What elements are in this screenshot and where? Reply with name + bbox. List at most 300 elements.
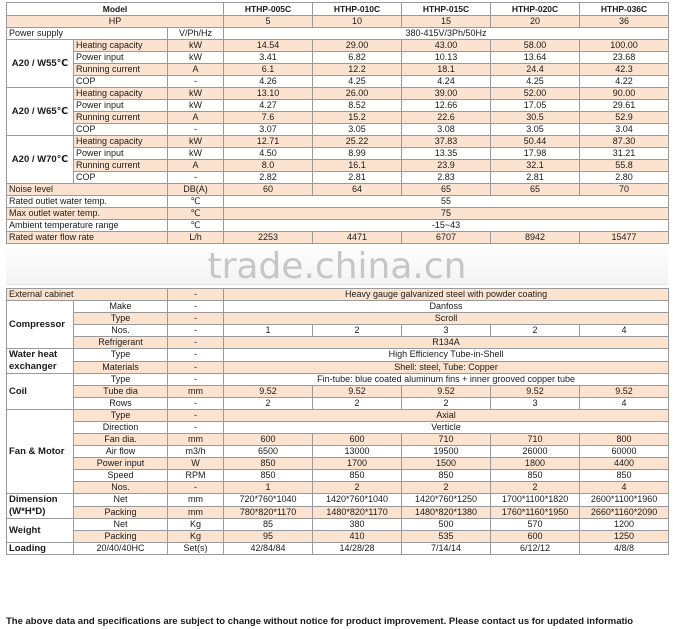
spec-row <box>7 301 669 313</box>
cell: 12.66 <box>402 100 491 112</box>
outlet-temp-row <box>7 196 669 208</box>
spec-table-top <box>6 2 669 244</box>
cell: 600 <box>313 434 402 446</box>
cell: Danfoss <box>224 301 669 313</box>
spec-row <box>7 124 669 136</box>
cell: 410 <box>313 531 402 543</box>
cell: 95 <box>224 531 313 543</box>
row-label: COP <box>74 172 168 184</box>
hp-value: 5 <box>224 16 313 28</box>
spec-row <box>7 398 669 410</box>
cell: 4471 <box>313 232 402 244</box>
unit: W <box>168 458 224 470</box>
cell: 25.22 <box>313 136 402 148</box>
cell: 70 <box>580 184 669 196</box>
unit: - <box>168 76 224 88</box>
unit: L/h <box>168 232 224 244</box>
row-label: Air flow <box>74 446 168 458</box>
unit: - <box>168 398 224 410</box>
cell: 3.41 <box>224 52 313 64</box>
cell: 31.21 <box>580 148 669 160</box>
row-label: Packing <box>74 506 168 519</box>
section-label: Loading <box>7 543 74 555</box>
cell: 13.35 <box>402 148 491 160</box>
cell: Scroll <box>224 313 669 325</box>
row-label: Materials <box>74 361 168 374</box>
row-label: Power input <box>74 52 168 64</box>
cell: 2 <box>402 482 491 494</box>
hp-row <box>7 16 669 28</box>
section-label: Coil <box>7 374 74 410</box>
cell: 6500 <box>224 446 313 458</box>
unit: ℃ <box>168 208 224 220</box>
section-label: Fan & Motor <box>7 410 74 494</box>
spec-row <box>7 494 669 507</box>
cell: 1760*1160*1950 <box>491 506 580 519</box>
cell: 4.22 <box>580 76 669 88</box>
cell: Shell: steel, Tube: Copper <box>224 361 669 374</box>
spec-row <box>7 172 669 184</box>
spec-row <box>7 325 669 337</box>
row-label: Power input <box>74 458 168 470</box>
cell: 22.6 <box>402 112 491 124</box>
cell: 26000 <box>491 446 580 458</box>
cell: 2.81 <box>313 172 402 184</box>
row-label: Type <box>74 410 168 422</box>
cell: 850 <box>224 458 313 470</box>
row-label: Heating capacity <box>74 40 168 52</box>
cell: 2 <box>313 482 402 494</box>
cell: 43.00 <box>402 40 491 52</box>
cell: 1500 <box>402 458 491 470</box>
noise-row <box>7 184 669 196</box>
unit: - <box>168 172 224 184</box>
unit: - <box>168 337 224 349</box>
cell: 75 <box>224 208 669 220</box>
cell: 2.83 <box>402 172 491 184</box>
cell: 2600*1100*1960 <box>580 494 669 507</box>
cell: 14/28/28 <box>313 543 402 555</box>
cell: 535 <box>402 531 491 543</box>
cell: 65 <box>402 184 491 196</box>
cell: 1 <box>224 325 313 337</box>
cell: 4400 <box>580 458 669 470</box>
cell: 90.00 <box>580 88 669 100</box>
cell: 3.05 <box>491 124 580 136</box>
cell: 9.52 <box>313 386 402 398</box>
spec-row <box>7 52 669 64</box>
ambient-row <box>7 220 669 232</box>
cell: 1480*820*1170 <box>313 506 402 519</box>
condition-label: A20 / W65℃ <box>7 88 74 136</box>
cell: 6/12/12 <box>491 543 580 555</box>
section-label: Weight <box>7 519 74 543</box>
cell: 2253 <box>224 232 313 244</box>
cell: 2 <box>224 398 313 410</box>
spec-row <box>7 337 669 349</box>
spec-row <box>7 112 669 124</box>
flow-row <box>7 232 669 244</box>
row-label: Type <box>74 374 168 386</box>
spec-row <box>7 374 669 386</box>
model-row <box>7 3 669 16</box>
row-label: Nos. <box>74 325 168 337</box>
cell: 3.05 <box>313 124 402 136</box>
section-label-line: (W*H*D) <box>9 506 46 517</box>
cell: 37.83 <box>402 136 491 148</box>
cell: 2 <box>313 325 402 337</box>
power-supply-label: Power supply <box>7 28 168 40</box>
cell: 3.04 <box>580 124 669 136</box>
cell: 29.00 <box>313 40 402 52</box>
unit: kW <box>168 52 224 64</box>
cell: 2.82 <box>224 172 313 184</box>
cell: 1250 <box>580 531 669 543</box>
unit: - <box>168 374 224 386</box>
unit: Set(s) <box>168 543 224 555</box>
row-label: Max outlet water temp. <box>7 208 168 220</box>
cell: 85 <box>224 519 313 531</box>
max-outlet-row <box>7 208 669 220</box>
spec-row <box>7 422 669 434</box>
spec-row <box>7 434 669 446</box>
cell: 58.00 <box>491 40 580 52</box>
cell: 3.08 <box>402 124 491 136</box>
spec-row <box>7 410 669 422</box>
cell: 4.27 <box>224 100 313 112</box>
model-name: HTHP-020C <box>491 3 580 16</box>
hp-value: 20 <box>491 16 580 28</box>
cell: 8942 <box>491 232 580 244</box>
cell: 1200 <box>580 519 669 531</box>
cell: 17.98 <box>491 148 580 160</box>
cell: 32.1 <box>491 160 580 172</box>
unit: - <box>168 289 224 301</box>
cell: 8.0 <box>224 160 313 172</box>
cell: 23.68 <box>580 52 669 64</box>
cell: 600 <box>224 434 313 446</box>
cell: 3 <box>491 398 580 410</box>
cell: 1 <box>224 482 313 494</box>
cell: 100.00 <box>580 40 669 52</box>
row-label: Type <box>74 313 168 325</box>
cell: 12.2 <box>313 64 402 76</box>
unit: kW <box>168 136 224 148</box>
cell: 4 <box>580 325 669 337</box>
spec-row <box>7 100 669 112</box>
cell: 2.80 <box>580 172 669 184</box>
cell: 1480*820*1380 <box>402 506 491 519</box>
cell: 850 <box>402 470 491 482</box>
cell: 7/14/14 <box>402 543 491 555</box>
cell: 23.9 <box>402 160 491 172</box>
unit: ℃ <box>168 196 224 208</box>
cell: 13000 <box>313 446 402 458</box>
spec-row <box>7 446 669 458</box>
cell: 42/84/84 <box>224 543 313 555</box>
cell: 4/8/8 <box>580 543 669 555</box>
row-label: Tube dia <box>74 386 168 398</box>
cell: 3.07 <box>224 124 313 136</box>
cell: 710 <box>491 434 580 446</box>
cell: 14.54 <box>224 40 313 52</box>
cell: 6.82 <box>313 52 402 64</box>
cell: 800 <box>580 434 669 446</box>
footnote: The above data and specifications are subject to change without notice for product improvement. Please contact us for updated informatio <box>6 616 634 627</box>
spec-row <box>7 64 669 76</box>
row-label: Make <box>74 301 168 313</box>
hp-value: 36 <box>580 16 669 28</box>
row-label: External cabinet <box>7 289 168 301</box>
section-label <box>7 349 74 374</box>
cell: 55.8 <box>580 160 669 172</box>
cell: 18.1 <box>402 64 491 76</box>
row-label: Nos. <box>74 482 168 494</box>
spec-row <box>7 40 669 52</box>
cell: Heavy gauge galvanized steel with powder coating <box>224 289 669 301</box>
cell: -15~43 <box>224 220 669 232</box>
watermark: trade.china.cn <box>207 246 467 287</box>
cell: High Efficiency Tube-in-Shell <box>224 349 669 362</box>
cell: 3 <box>402 325 491 337</box>
unit: - <box>168 325 224 337</box>
row-label: Refrigerant <box>74 337 168 349</box>
row-label: Ambient temperature range <box>7 220 168 232</box>
model-name: HTHP-015C <box>402 3 491 16</box>
cell: 30.5 <box>491 112 580 124</box>
cell: 4.25 <box>313 76 402 88</box>
cell: 26.00 <box>313 88 402 100</box>
cell: 850 <box>224 470 313 482</box>
unit: Kg <box>168 531 224 543</box>
unit: - <box>168 422 224 434</box>
hp-value: 10 <box>313 16 402 28</box>
hp-value: 15 <box>402 16 491 28</box>
unit: - <box>168 301 224 313</box>
cell: 60000 <box>580 446 669 458</box>
cell: 65 <box>491 184 580 196</box>
cell: 12.71 <box>224 136 313 148</box>
row-label: 20/40/40HC <box>74 543 168 555</box>
cell: 8.99 <box>313 148 402 160</box>
spec-row <box>7 160 669 172</box>
model-label: Model <box>7 3 224 16</box>
cell: 60 <box>224 184 313 196</box>
unit: A <box>168 112 224 124</box>
unit: RPM <box>168 470 224 482</box>
row-label: Heating capacity <box>74 88 168 100</box>
cell: 2 <box>491 482 580 494</box>
row-label: Speed <box>74 470 168 482</box>
spec-table-bottom <box>6 288 669 555</box>
unit: DB(A) <box>168 184 224 196</box>
cell: 2.81 <box>491 172 580 184</box>
cell: 850 <box>313 470 402 482</box>
section-label <box>7 494 74 519</box>
unit: A <box>168 160 224 172</box>
spec-row <box>7 386 669 398</box>
cell: 600 <box>491 531 580 543</box>
spec-row <box>7 482 669 494</box>
cell: 19500 <box>402 446 491 458</box>
cell: 500 <box>402 519 491 531</box>
unit: - <box>168 124 224 136</box>
cell: 4.26 <box>224 76 313 88</box>
row-label: Running current <box>74 160 168 172</box>
cell: 52.00 <box>491 88 580 100</box>
cell: 16.1 <box>313 160 402 172</box>
row-label: Running current <box>74 112 168 124</box>
cell: 24.4 <box>491 64 580 76</box>
condition-label: A20 / W55℃ <box>7 40 74 88</box>
unit: A <box>168 64 224 76</box>
cell: 380 <box>313 519 402 531</box>
model-name: HTHP-036C <box>580 3 669 16</box>
row-label: Power input <box>74 148 168 160</box>
row-label: Fan dia. <box>74 434 168 446</box>
cell: 720*760*1040 <box>224 494 313 507</box>
row-label: Direction <box>74 422 168 434</box>
power-supply-row <box>7 28 669 40</box>
cell: 710 <box>402 434 491 446</box>
row-label: Net <box>74 519 168 531</box>
cell: 87.30 <box>580 136 669 148</box>
unit: ℃ <box>168 220 224 232</box>
unit: mm <box>168 434 224 446</box>
cell: 2 <box>491 325 580 337</box>
cell: 4.25 <box>491 76 580 88</box>
cell: 4.24 <box>402 76 491 88</box>
section-label-line: Water heat <box>9 349 58 360</box>
cell: 4 <box>580 482 669 494</box>
unit: kW <box>168 88 224 100</box>
row-label: Packing <box>74 531 168 543</box>
cell: 8.52 <box>313 100 402 112</box>
cell: 42.3 <box>580 64 669 76</box>
cell: 55 <box>224 196 669 208</box>
cell: 1700*1100*1820 <box>491 494 580 507</box>
unit: Kg <box>168 519 224 531</box>
cell: 9.52 <box>491 386 580 398</box>
cell: R134A <box>224 337 669 349</box>
unit: m3/h <box>168 446 224 458</box>
row-label: Noise level <box>7 184 168 196</box>
cell: 4 <box>580 398 669 410</box>
row-label: Power input <box>74 100 168 112</box>
unit: kW <box>168 148 224 160</box>
cell: 1800 <box>491 458 580 470</box>
section-label-line: exchanger <box>9 361 57 372</box>
cell: Axial <box>224 410 669 422</box>
spec-row <box>7 506 669 519</box>
unit: V/Ph/Hz <box>168 28 224 40</box>
cell: 850 <box>491 470 580 482</box>
row-label: Rated outlet water temp. <box>7 196 168 208</box>
cell: 4.50 <box>224 148 313 160</box>
cell: 1420*760*1040 <box>313 494 402 507</box>
cell: 64 <box>313 184 402 196</box>
cell: 7.6 <box>224 112 313 124</box>
row-label: Type <box>74 349 168 362</box>
spec-row <box>7 313 669 325</box>
cell: 6707 <box>402 232 491 244</box>
cell: 52.9 <box>580 112 669 124</box>
spec-row <box>7 88 669 100</box>
row-label: Rows <box>74 398 168 410</box>
cell: 50.44 <box>491 136 580 148</box>
cell: 2660*1160*2090 <box>580 506 669 519</box>
cell: 850 <box>580 470 669 482</box>
cell: Verticle <box>224 422 669 434</box>
cell: 15.2 <box>313 112 402 124</box>
power-supply-value: 380-415V/3Ph/50Hz <box>224 28 669 40</box>
cell: 29.61 <box>580 100 669 112</box>
row-label: COP <box>74 124 168 136</box>
section-label: Compressor <box>7 301 74 349</box>
cell: 780*820*1170 <box>224 506 313 519</box>
cell: Fin-tube: blue coated aluminum fins + inner grooved copper tube <box>224 374 669 386</box>
spec-row <box>7 76 669 88</box>
row-label: COP <box>74 76 168 88</box>
spec-row <box>7 531 669 543</box>
spec-row <box>7 148 669 160</box>
spec-row <box>7 458 669 470</box>
model-name: HTHP-005C <box>224 3 313 16</box>
cabinet-row <box>7 289 669 301</box>
cell: 39.00 <box>402 88 491 100</box>
row-label: Heating capacity <box>74 136 168 148</box>
unit: - <box>168 482 224 494</box>
cell: 10.13 <box>402 52 491 64</box>
model-name: HTHP-010C <box>313 3 402 16</box>
row-label: Net <box>74 494 168 507</box>
spec-row <box>7 349 669 362</box>
cell: 2 <box>402 398 491 410</box>
cell: 15477 <box>580 232 669 244</box>
cell: 9.52 <box>580 386 669 398</box>
loading-row <box>7 543 669 555</box>
unit: kW <box>168 40 224 52</box>
cell: 13.64 <box>491 52 580 64</box>
page-break <box>6 244 668 288</box>
section-label-line: Dimension <box>9 494 58 505</box>
unit: mm <box>168 506 224 519</box>
unit: kW <box>168 100 224 112</box>
cell: 2 <box>313 398 402 410</box>
cell: 1700 <box>313 458 402 470</box>
spec-row <box>7 361 669 374</box>
unit: - <box>168 410 224 422</box>
unit: - <box>168 349 224 362</box>
hp-label: HP <box>7 16 224 28</box>
cell: 6.1 <box>224 64 313 76</box>
cell: 9.52 <box>402 386 491 398</box>
unit: mm <box>168 386 224 398</box>
spec-row <box>7 470 669 482</box>
unit: - <box>168 313 224 325</box>
unit: mm <box>168 494 224 507</box>
spec-row <box>7 136 669 148</box>
cell: 570 <box>491 519 580 531</box>
cell: 13.10 <box>224 88 313 100</box>
row-label: Rated water flow rate <box>7 232 168 244</box>
cell: 17.05 <box>491 100 580 112</box>
condition-label: A20 / W70℃ <box>7 136 74 184</box>
row-label: Running current <box>74 64 168 76</box>
unit: - <box>168 361 224 374</box>
spec-row <box>7 519 669 531</box>
cell: 9.52 <box>224 386 313 398</box>
